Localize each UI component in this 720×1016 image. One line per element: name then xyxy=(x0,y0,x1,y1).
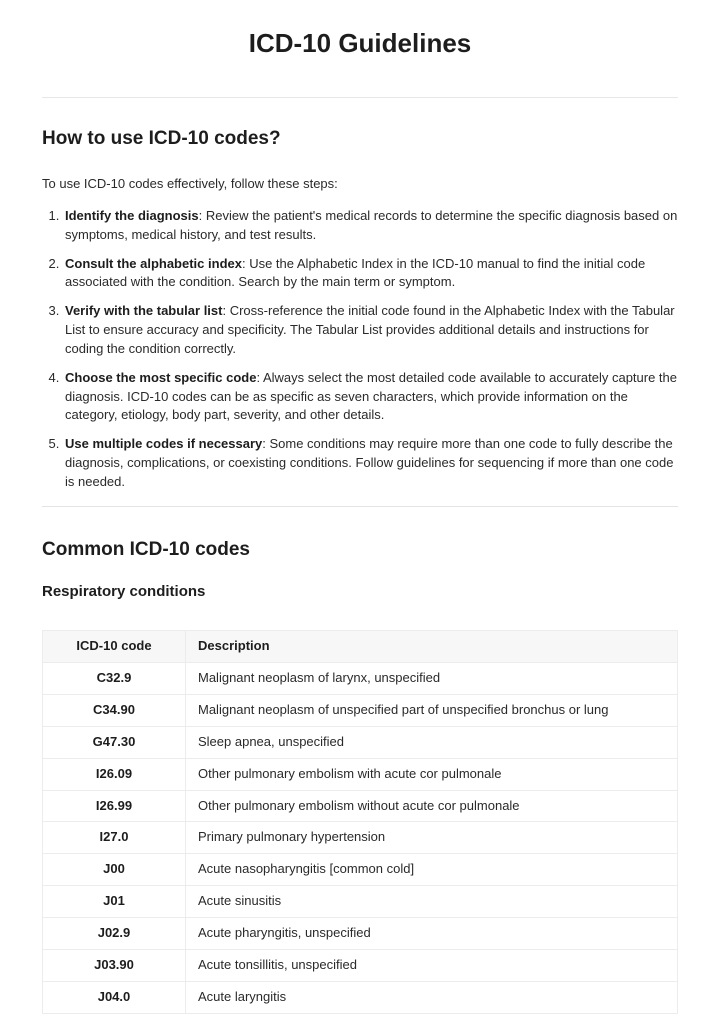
table-row xyxy=(43,982,678,1014)
step-label: Consult the alphabetic index xyxy=(65,255,242,271)
description-cell: Other pulmonary embolism without acute cor pulmonale xyxy=(186,790,678,822)
table-row xyxy=(43,886,678,918)
description-cell: Acute sinusitis xyxy=(186,886,678,918)
step-text: : Always select the most detailed code available to accurately capture the diagnosis. ICD-10 codes can be as specific as seven characters, which provide information on the category, etiology, body part, severity, and other details. xyxy=(65,369,678,423)
table-row xyxy=(43,950,678,982)
table-row xyxy=(43,790,678,822)
description-cell: Acute tonsillitis, unspecified xyxy=(186,950,678,982)
divider-top xyxy=(42,97,678,98)
code-cell: J04.0 xyxy=(43,982,186,1014)
code-cell: J01 xyxy=(43,886,186,918)
table-body xyxy=(43,662,678,1013)
code-cell: I27.0 xyxy=(43,822,186,854)
code-cell: J02.9 xyxy=(43,918,186,950)
description-cell: Malignant neoplasm of larynx, unspecified xyxy=(186,662,678,694)
description-cell: Other pulmonary embolism with acute cor pulmonale xyxy=(186,758,678,790)
description-cell: Acute pharyngitis, unspecified xyxy=(186,918,678,950)
code-cell: J00 xyxy=(43,854,186,886)
step-label: Use multiple codes if necessary xyxy=(65,436,263,452)
table-row xyxy=(43,822,678,854)
table-header xyxy=(43,630,678,662)
subsection-heading-respiratory: Respiratory conditions xyxy=(42,582,206,600)
code-cell: I26.99 xyxy=(43,790,186,822)
step-item-3 xyxy=(63,302,678,359)
table-row xyxy=(43,854,678,886)
step-text: : Use the Alphabetic Index in the ICD-10 manual to find the initial code associated with the condition. Search by the main term or symptom. xyxy=(65,255,646,290)
divider-middle xyxy=(42,506,678,507)
step-item-2 xyxy=(63,255,678,293)
code-cell: I26.09 xyxy=(43,758,186,790)
code-cell: C32.9 xyxy=(43,662,186,694)
table-row xyxy=(43,918,678,950)
step-text: : Some conditions may require more than one code to fully describe the diagnosis, complications, or coexisting conditions. Follow guidelines for sequencing if more than one code is needed. xyxy=(65,436,674,489)
step-item-1 xyxy=(63,207,678,245)
code-cell: G47.30 xyxy=(43,726,186,758)
column-header-code: ICD-10 code xyxy=(43,630,186,662)
step-item-5 xyxy=(63,435,678,492)
table-row xyxy=(43,758,678,790)
table-header-row xyxy=(43,630,678,662)
section-heading-common-codes: Common ICD-10 codes xyxy=(42,538,250,560)
section-heading-how-to-use: How to use ICD-10 codes? xyxy=(42,128,281,149)
table-row xyxy=(43,662,678,694)
page-title: ICD-10 Guidelines xyxy=(248,28,472,58)
description-cell: Acute laryngitis xyxy=(186,982,678,1014)
code-cell: C34.90 xyxy=(43,694,186,726)
step-item-4 xyxy=(63,369,678,426)
step-label: Choose the most specific code xyxy=(65,369,257,385)
icd10-codes-table xyxy=(42,630,678,1014)
table-row xyxy=(43,694,678,726)
step-label: Verify with the tabular list xyxy=(65,303,223,319)
step-label: Identify the diagnosis xyxy=(65,207,199,223)
table-row xyxy=(43,726,678,758)
description-cell: Primary pulmonary hypertension xyxy=(186,822,678,854)
step-text: : Cross-reference the initial code found in the Alphabetic Index with the Tabular List to ensure accuracy and specificity. The Tabular List provides additional details and instructions for coding the condition correctly. xyxy=(65,303,675,356)
how-to-steps-list xyxy=(42,207,678,492)
code-cell: J03.90 xyxy=(43,950,186,982)
description-cell: Malignant neoplasm of unspecified part of unspecified bronchus or lung xyxy=(186,694,678,726)
intro-paragraph: To use ICD-10 codes effectively, follow these steps: xyxy=(42,176,338,191)
column-header-description: Description xyxy=(186,630,678,662)
description-cell: Acute nasopharyngitis [common cold] xyxy=(186,854,678,886)
description-cell: Sleep apnea, unspecified xyxy=(186,726,678,758)
step-text: : Review the patient's medical records to determine the specific diagnosis based on symptoms, medical history, and test results. xyxy=(65,207,678,242)
